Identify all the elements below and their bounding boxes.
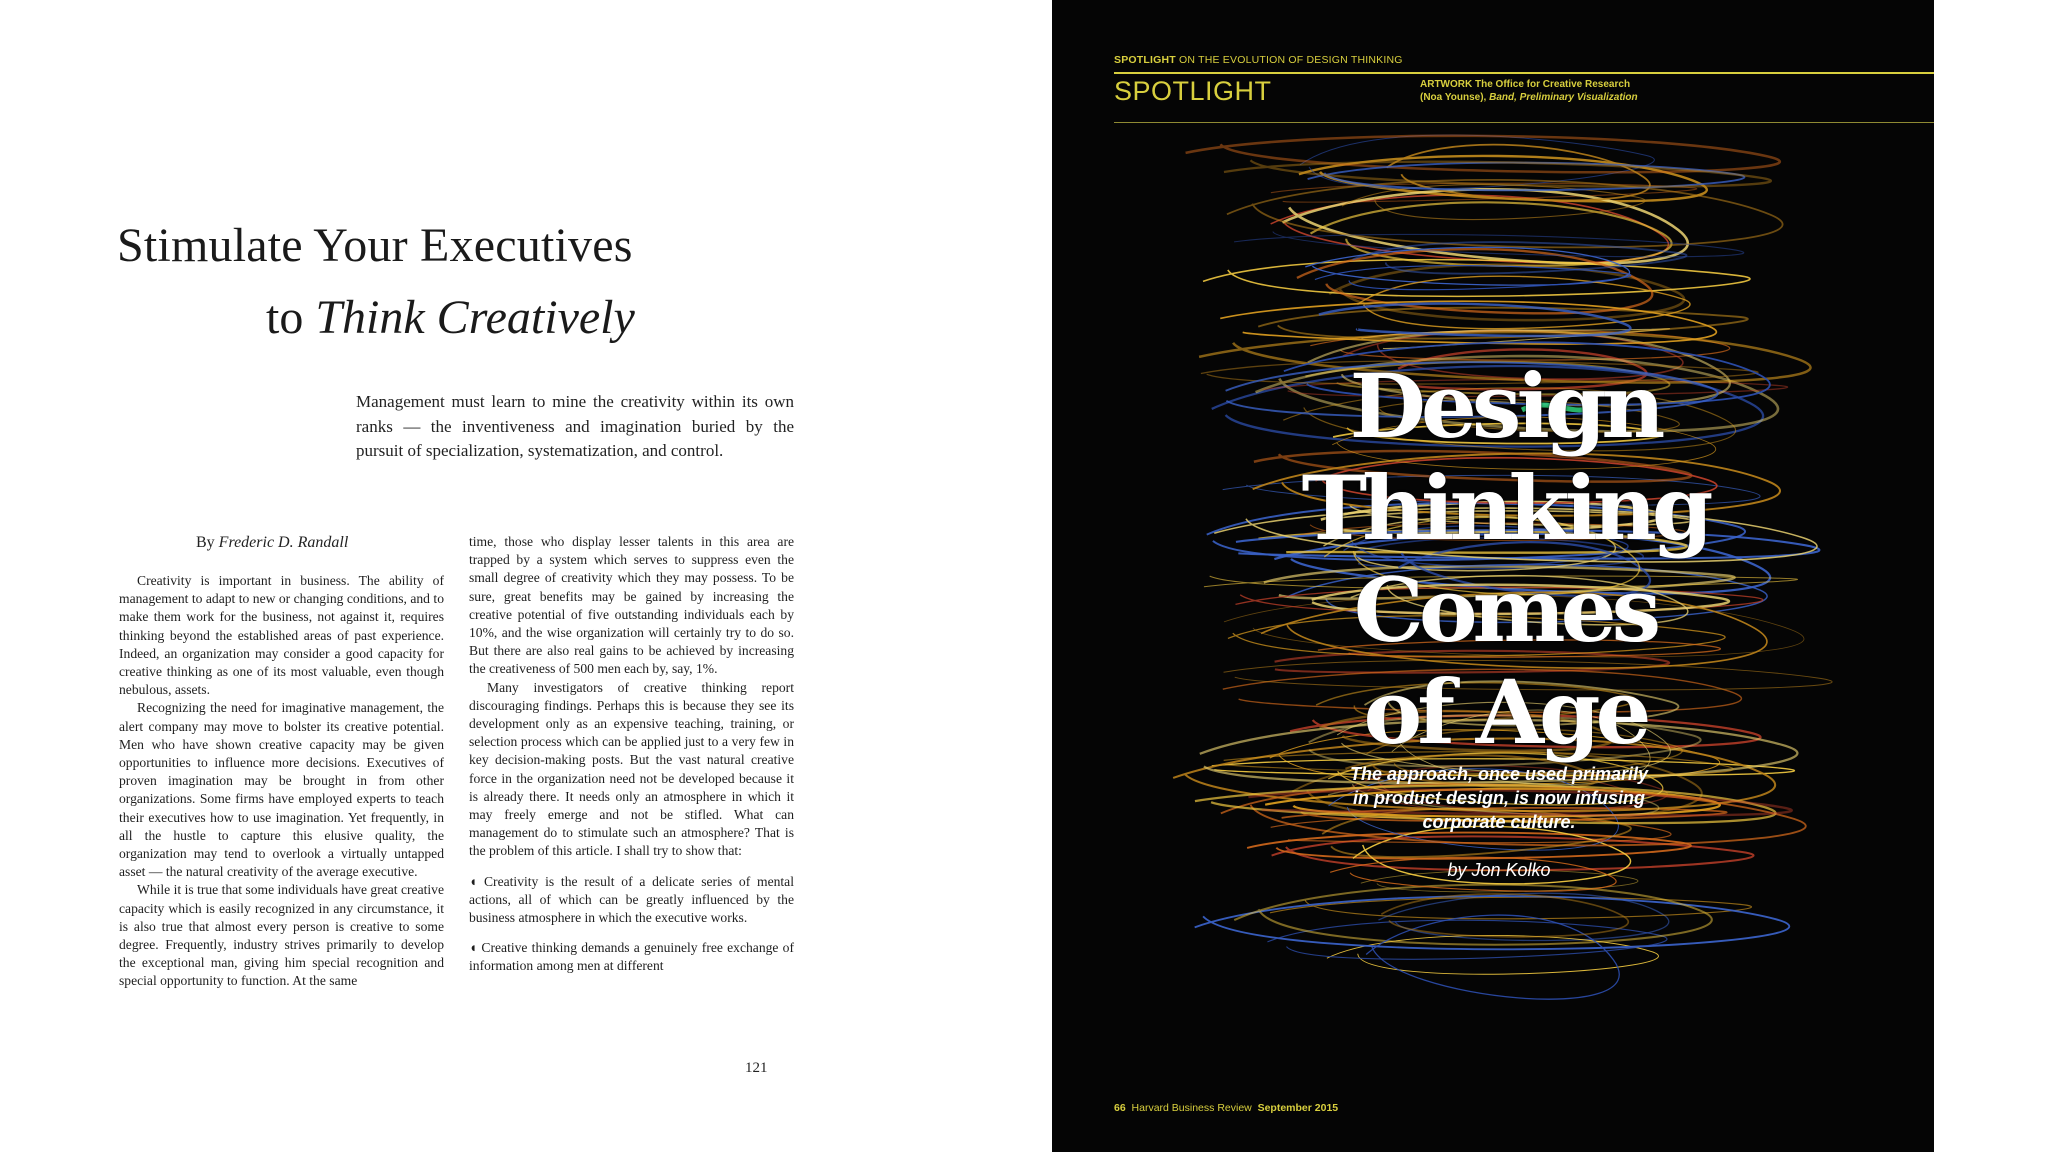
headline-line: Thinking [1301,456,1709,560]
article-dek: The approach, once used primarily in product design, is now infusing corporate culture. [1349,764,1649,832]
article-author: by Jon Kolko [1447,860,1551,880]
title-italic: Think Creatively [315,291,635,344]
bullet-point: ◖ Creative thinking demands a genuinely free exchange of information among men at different [469,940,794,974]
article-title-line1: Stimulate Your Executives [117,219,633,272]
header-rule-thin [1114,122,1934,123]
byline [196,534,348,552]
right-magazine-page [1052,0,1934,1152]
paragraph: Creativity is important in business. The ability of management to adapt to new or changing conditions, and to make them work for the business, not against it, requires thinking beyond the established areas of past experience. Indeed, an organization may consider a good capacity for creative thinking as one of its most valuable, even though nebulous, assets. [119,573,444,698]
footer-issue: September 2015 [1257,1102,1339,1114]
spotlight-kicker [1114,54,1403,66]
kicker-text: ON THE EVOLUTION OF DESIGN THINKING [1175,54,1403,66]
author-name: Frederic D. Randall [218,534,349,551]
paragraph: Recognizing the need for imaginative management, the alert company may move to bolster its creative potential. Men who have shown creative capacity may be given opportunities to influence more decisions. Executives of proven imagination may be brought in from other organizations. Some firms have employed experts to teach their executives how to use imagination. Yet frequently, in all the hustle to capture this elusive quality, the organization may tend to overlook a virtually untapped asset — the natural creativity of the average executive. [119,700,444,880]
page-margin [1934,0,2048,1152]
section-label: SPOTLIGHT [1114,76,1272,106]
article-title-line2 [266,290,635,345]
paragraph: While it is true that some individuals have great creative capacity which is easily recognized in any circumstance, it is also true that almost every person is creative to some degree. Frequently, industry strives primarily to develop the exceptional man, giving him special recognition and special opportunity to function. At the same [119,882,444,989]
artwork-credit [1420,78,1638,104]
headline [1290,355,1720,763]
footer-magazine: Harvard Business Review [1131,1102,1252,1114]
artwork-credit-name: (Noa Younse), [1420,92,1490,103]
header-rule [1114,72,1934,74]
body-column-1 [119,572,444,991]
footer-page-number: 66 [1114,1102,1126,1114]
artwork-credit-line2 [1420,91,1638,104]
artwork-credit-title: Band, Preliminary Visualization [1489,92,1638,103]
bullet-point: ◖ Creativity is the result of a delicate series of mental actions, all of which can be greatly influenced by the business atmosphere in which the executive works. [469,873,794,926]
body-column-2 [469,533,794,976]
headline-line: Design [1349,354,1661,458]
headline-line: Comes [1353,558,1657,662]
light-trail [1224,160,1771,186]
paragraph: Many investigators of creative thinking report discouraging findings. Perhaps this is because they see its development only as an expensive teaching, training, or selection process which can be applied just to a very few in key decision-making posts. But the vast natural creative force in the organization need not be developed because it is already there. It needs only an atmosphere in which it may freely emerge and not be stifled. What can management do to stimulate such an atmosphere? That is the problem of this article. I shall try to show that: [469,679,794,859]
page-footer [1114,1102,1338,1114]
light-trail [1267,920,1667,959]
article-deck: Management must learn to mine the creativity within its own ranks — the inventiveness and imagination buried by the pursuit of specialization, systematization, and control. [356,392,794,460]
page-number: 121 [745,1060,768,1076]
byline-prefix: By [196,534,215,551]
paragraph: time, those who display lesser talents in this area are trapped by a system which serves to suppress even the small degree of creativity which they may possess. To be sure, great benefits may be gained by increasing the creative potential of five outstanding individuals each by 10%, and the wise organization will certainly try to do so. But there are also real gains to be achieved by increasing the creativeness of 500 men each by, say, 1%. [469,534,794,677]
artwork-credit-line1: ARTWORK The Office for Creative Research [1420,79,1631,90]
title-prefix: to [266,291,316,344]
kicker-bold: SPOTLIGHT [1114,54,1176,66]
headline-line: of Age [1363,660,1647,764]
